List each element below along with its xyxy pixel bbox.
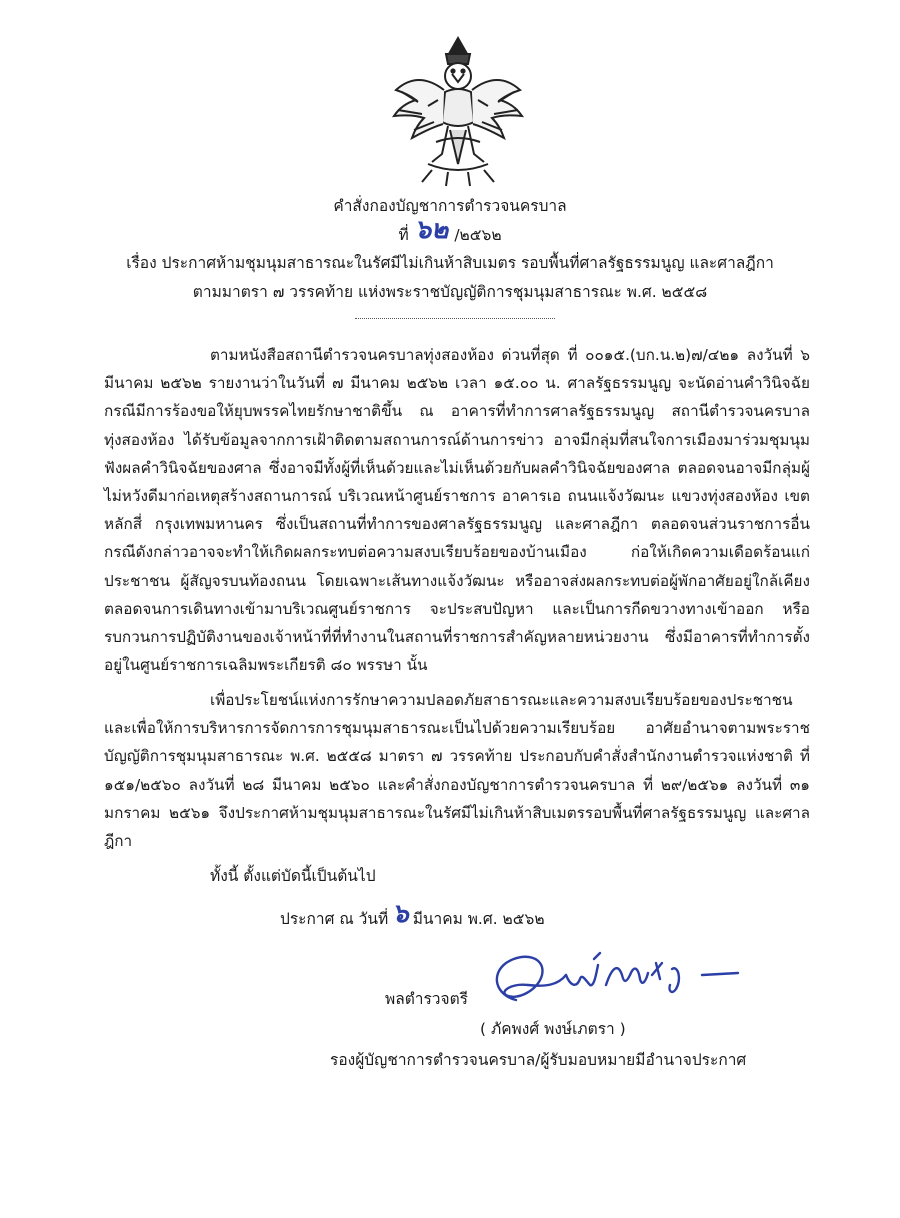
handwritten-signature [476,945,756,1020]
order-number-prefix: ที่ [398,226,409,244]
announce-prefix: ประกาศ ณ วันที่ [280,910,389,928]
announce-date [280,899,545,933]
closing-statement: ทั้งนี้ ตั้งแต่บัดนี้เป็นต้นไป [210,867,376,885]
signer-name: ( ภัคพงศ์ พงษ์เภตรา ) [480,1020,626,1038]
body-paragraph-2: เพื่อประโยชน์แห่งการรักษาความปลอดภัยสาธารณะและความสงบเรียบร้อยของประชาชน และเพื่อให้การบริหารการจัดการการชุมนุมสาธารณะเป็นไปด้วยความเรียบร้อย อาศัยอำนาจตามพระราชบัญญัติการชุมนุมสาธารณะ พ.ศ. ๒๕๕๘ มาตรา ๗ วรรคท้าย ประกอบกับคำสั่งสำนักงานตำรวจแห่งชาติ ที่ ๑๕๑/๒๕๖๐ ลงวันที่ ๒๘ มีนาคม ๒๕๖๐ และคำสั่งกองบัญชาการตำรวจนครบาล ที่ ๒๙/๒๕๖๑ ลงวันที่ ๓๑ มกราคม ๒๕๖๑ จึงประกาศห้ามชุมนุมสาธารณะในรัศมีไม่เกินห้าสิบเมตรรอบพื้นที่ศาลรัฐธรรมนูญ และศาลฎีกา [104,691,810,851]
body-paragraph-1: ตามหนังสือสถานีตำรวจนครบาลทุ่งสองห้อง ด่วนที่สุด ที่ ๐๐๑๕.(บก.น.๒)๗/๔๒๑ ลงวันที่ ๖ มีนาคม ๒๕๖๒ รายงานว่าในวันที่ ๗ มีนาคม ๒๕๖๒ เวลา ๑๕.๐๐ น. ศาลรัฐธรรมนูญ จะนัดอ่านคำวินิจฉัยกรณีมีการร้องขอให้ยุบพรรคไทยรักษาชาติขึ้น ณ อาคารที่ทำการศาลรัฐธรรมนูญ สถานีตำรวจนครบาลทุ่งสองห้อง ได้รับข้อมูลจากการเฝ้าติดตามสถานการณ์ด้านการข่าว อาจมีกลุ่มที่สนใจการเมืองมาร่วมชุมนุม ฟังผลคำวินิจฉัยของศาล ซึ่งอาจมีทั้งผู้ที่เห็นด้วยและไม่เห็นด้วยกับผลคำวินิจฉัยของศาล ตลอดจนอาจมีกลุ่มผู้ไม่หวังดีมาก่อเหตุสร้างสถานการณ์ บริเวณหน้าศูนย์ราชการ อาคารเอ ถนนแจ้งวัฒนะ แขวงทุ่งสองห้อง เขตหลักสี่ กรุงเทพมหานคร ซึ่งเป็นสถานที่ทำการของศาลรัฐธรรมนูญ และศาลฎีกา ตลอดจนส่วนราชการอื่น กรณีดังกล่าวอาจจะทำให้เกิดผลกระทบต่อความสงบเรียบร้อยของบ้านเมือง ก่อให้เกิดความเดือดร้อนแก่ประชาชน ผู้สัญจรบนท้องถนน โดยเฉพาะเส้นทางแจ้งวัฒนะ หรืออาจส่งผลกระทบต่อผู้พักอาศัยอยู่ใกล้เคียง ตลอดจนการเดินทางเข้ามาบริเวณศูนย์ราชการ จะประสบปัญหา และเป็นการกีดขวางทางเข้าออก หรือรบกวนการปฏิบัติงานของเจ้าหน้าที่ที่ทำงานในสถานที่ราชการสำคัญหลายหน่วยงาน ซึ่งมีอาคารที่ทำการตั้งอยู่ในศูนย์ราชการเฉลิมพระเกียรติ ๘๐ พรรษา นั้น [104,346,810,675]
announce-suffix: มีนาคม พ.ศ. ๒๕๖๒ [412,910,545,928]
subject-line-1: เรื่อง ประกาศห้ามชุมนุมสาธารณะในรัศมีไม่เกินห้าสิบเมตร รอบพื้นที่ศาลรัฐธรรมนูญ และศาลฎีกา [126,254,774,272]
announce-day-handwritten: ๖ [392,899,409,929]
subject-line-2: ตามมาตรา ๗ วรรคท้าย แห่งพระราชบัญญัติการชุมนุมสาธารณะ พ.ศ. ๒๕๕๘ [192,283,708,301]
signer-position: รองผู้บัญชาการตำรวจนครบาล/ผู้รับมอบหมายมีอำนาจประกาศ [330,1051,747,1069]
order-title: คำสั่งกองบัญชาการตำรวจนครบาล [333,197,567,215]
order-number-suffix: /๒๕๖๒ [454,226,502,244]
signer-rank: พลตำรวจตรี [385,990,468,1008]
order-number [90,215,810,248]
order-number-handwritten: ๖๒ [414,215,449,245]
dotted-divider [355,318,555,319]
garuda-emblem [388,30,528,190]
